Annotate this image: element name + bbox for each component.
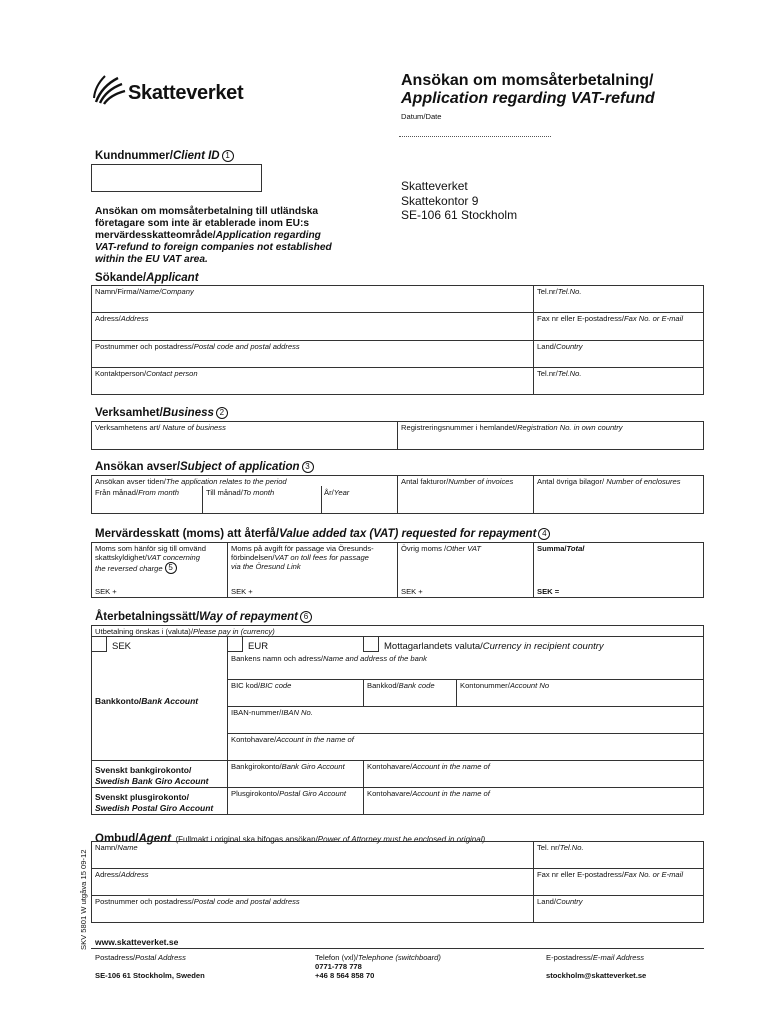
footer-phone-label: Telefon (vxl)/Telephone (switchboard): [315, 953, 441, 962]
brand-name: Skatteverket: [128, 82, 244, 104]
bankgiro-label: Svenskt bankgirokonto/ Swedish Bank Giro Account: [95, 765, 209, 786]
applicant-tel-field[interactable]: Tel.nr/Tel.No.: [537, 287, 582, 296]
client-id-input[interactable]: [91, 164, 262, 192]
agent-heading: Ombud/Agent (Fullmakt i original ska bifogas ansökan/Power of Attorney must be enclosed in original): [95, 833, 486, 845]
form-title: [401, 72, 655, 108]
client-id-heading: Kundnummer/Client ID 1: [95, 150, 234, 162]
vat-sek-field-1[interactable]: SEK +: [95, 587, 117, 596]
currency-sek-checkbox[interactable]: [91, 636, 107, 652]
business-heading: Verksamhet/Business 2: [95, 407, 228, 419]
account-holder-field[interactable]: Kontohavare/Account in the name of: [231, 735, 354, 744]
account-number-field[interactable]: Kontonummer/Account No: [460, 681, 550, 690]
plusgiro-number-field[interactable]: Plusgirokonto/Postal Giro Account: [231, 789, 346, 798]
footer-postal-value: SE-106 61 Stockholm, Sweden: [95, 971, 205, 980]
vat-sek-field-3[interactable]: SEK +: [401, 587, 423, 596]
agent-fax-field[interactable]: Fax nr eller E-postadress/Fax No. or E-mail: [537, 870, 684, 879]
footer-email-value[interactable]: stockholm@skatteverket.se: [546, 971, 647, 980]
applicant-name-field[interactable]: Namn/Firma/Name/Company: [95, 287, 194, 296]
title-english: Application regarding VAT-refund: [401, 90, 655, 107]
intro-text: Ansökan om momsåterbetalning till utländska företagare som inte är etablerade inom EU:s mervärdesskatteområde/Application regarding VAT-refund to foreign companies not established within the EU VAT area.: [95, 206, 332, 265]
footer-phone-2: +46 8 564 858 70: [315, 971, 375, 980]
repayment-heading: Återbetalningssätt/Way of repayment 6: [95, 611, 312, 623]
bankcode-field[interactable]: Bankkod/Bank code: [367, 681, 435, 690]
vat-oresund-label: Moms på avgift för passage via Öresunds- förbindelsen/VAT on toll fees for passage via the Öresund Link: [231, 544, 374, 571]
agent-address-field[interactable]: Adress/Address: [95, 870, 149, 879]
applicant-contact-field[interactable]: Kontaktperson/Contact person: [95, 369, 198, 378]
form-code: SKV 5801 W utgåva 15 09-12: [79, 849, 88, 950]
bankgiro-holder-field[interactable]: Kontohavare/Account in the name of: [367, 762, 490, 771]
applicant-fax-field[interactable]: Fax nr eller E-postadress/Fax No. or E-mail: [537, 314, 684, 323]
subject-invoices-field[interactable]: Antal fakturor/Number of invoices: [401, 477, 514, 486]
date-field[interactable]: [399, 136, 551, 137]
agent-name-field[interactable]: Namn/Name: [95, 843, 138, 852]
plusgiro-label: Svenskt plusgirokonto/ Swedish Postal Giro Account: [95, 792, 214, 813]
vat-sek-field-2[interactable]: SEK +: [231, 587, 253, 596]
repayment-currency-label: Utbetalning önskas i (valuta)/Please pay in (currency): [95, 627, 275, 636]
applicant-country-field[interactable]: Land/Country: [537, 342, 583, 351]
agent-tel-field[interactable]: Tel. nr/Tel.No.: [537, 843, 584, 852]
vat-reversed-charge-label: Moms som hänför sig till omvänd skattskyldighet/VAT concerning the reversed charge 5: [95, 544, 206, 573]
currency-eur-checkbox[interactable]: [227, 636, 243, 652]
bic-field[interactable]: BIC kod/BIC code: [231, 681, 292, 690]
iban-field[interactable]: IBAN-nummer/IBAN No.: [231, 708, 313, 717]
subject-from-field[interactable]: Från månad/From month: [95, 488, 179, 497]
applicant-postal-field[interactable]: Postnummer och postadress/Postal code and postal address: [95, 342, 300, 351]
footer-website[interactable]: www.skatteverket.se: [95, 937, 179, 947]
agent-postal-field[interactable]: Postnummer och postadress/Postal code and postal address: [95, 897, 300, 906]
subject-heading: Ansökan avser/Subject of application 3: [95, 461, 314, 473]
bank-name-field[interactable]: Bankens namn och adress/Name and address of the bank: [231, 654, 427, 663]
currency-eur-label: EUR: [248, 641, 269, 652]
agent-box: [91, 841, 704, 923]
recipient-address: Skatteverket Skattekontor 9 SE-106 61 Stockholm: [401, 179, 518, 222]
plusgiro-holder-field[interactable]: Kontohavare/Account in the name of: [367, 789, 490, 798]
currency-sek-label: SEK: [112, 641, 132, 652]
subject-enclosures-field[interactable]: Antal övriga bilagor/ Number of enclosures: [537, 477, 681, 486]
currency-recipient-checkbox[interactable]: [363, 636, 379, 652]
business-reg-field[interactable]: Registreringsnummer i hemlandet/Registration No. in own country: [401, 423, 623, 432]
bank-account-label: Bankkonto/Bank Account: [95, 696, 199, 706]
vat-other-label: Övrig moms /Other VAT: [401, 544, 482, 553]
footer-phone-1: 0771-778 778: [315, 962, 362, 971]
applicant-address-field[interactable]: Adress/Address: [95, 314, 149, 323]
footer-email-label: E-postadress/E-mail Address: [546, 953, 645, 962]
brand-logo: [92, 72, 242, 108]
title-swedish: Ansökan om momsåterbetalning/: [401, 72, 654, 89]
subject-year-field[interactable]: År/Year: [324, 488, 350, 497]
applicant-tel2-field[interactable]: Tel.nr/Tel.No.: [537, 369, 582, 378]
bankgiro-number-field[interactable]: Bankgirokonto/Bank Giro Account: [231, 762, 345, 771]
vat-sek-total-field[interactable]: SEK =: [537, 587, 560, 596]
subject-to-field[interactable]: Till månad/To month: [206, 488, 275, 497]
currency-recipient-label: Mottagarlandets valuta/Currency in recipient country: [384, 641, 604, 652]
vat-heading: Mervärdesskatt (moms) att återfå/Value added tax (VAT) requested for repayment 4: [95, 528, 550, 540]
applicant-heading: Sökande/Applicant: [95, 272, 199, 284]
date-label: Datum/Date: [401, 112, 442, 121]
vat-total-label: Summa/Total: [537, 544, 585, 553]
skatteverket-sun-logo-icon: [92, 72, 128, 106]
subject-period-label: Ansökan avser tiden/The application relates to the period: [95, 477, 287, 486]
business-nature-field[interactable]: Verksamhetens art/ Nature of business: [95, 423, 226, 432]
agent-country-field[interactable]: Land/Country: [537, 897, 583, 906]
footer-postal-label: Postadress/Postal Address: [95, 953, 186, 962]
